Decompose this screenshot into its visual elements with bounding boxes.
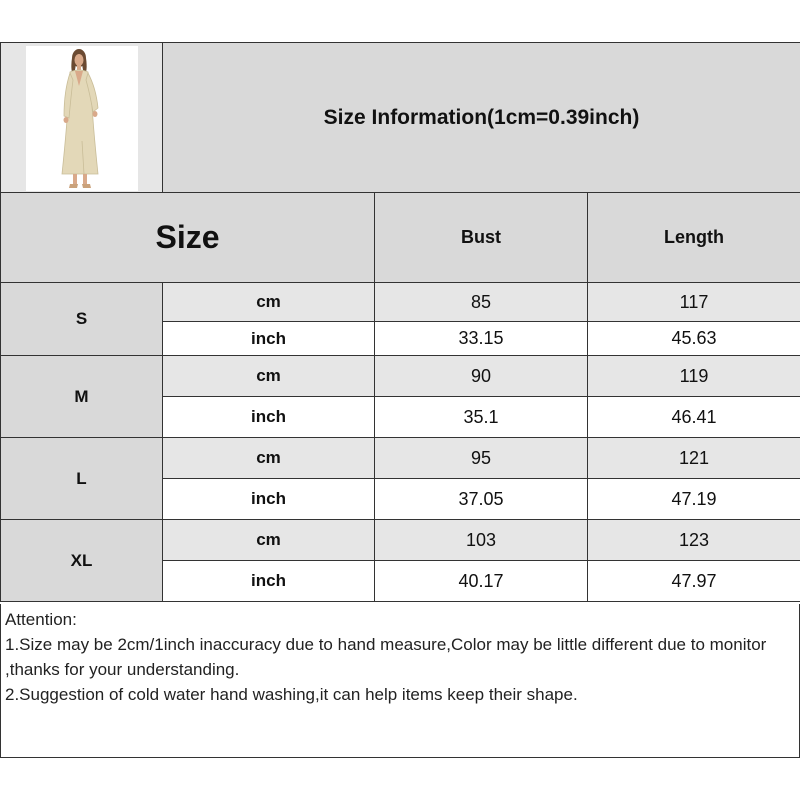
length-value: 117 — [679, 291, 709, 312]
title-cell — [163, 43, 800, 193]
length-value: 119 — [679, 365, 709, 386]
table-row — [1, 520, 800, 561]
unit-label: cm — [256, 292, 281, 311]
value-cell — [588, 561, 800, 602]
length-value: 123 — [678, 529, 710, 550]
unit-label: inch — [251, 571, 286, 590]
length-value: 46.41 — [671, 406, 717, 427]
page-title: Size Information(1cm=0.39inch) — [323, 105, 640, 129]
value-cell — [375, 283, 588, 322]
product-photo — [26, 46, 138, 191]
product-photo-cell — [1, 43, 163, 193]
unit-label: cm — [256, 448, 281, 467]
column-header-bust — [375, 193, 588, 283]
length-value: 121 — [678, 447, 710, 468]
attention-notes — [0, 604, 800, 758]
size-label: M — [74, 386, 89, 406]
table-row — [1, 438, 800, 479]
bust-value: 35.1 — [463, 406, 499, 427]
size-label-cell — [1, 356, 163, 438]
value-cell — [375, 479, 588, 520]
unit-label: cm — [256, 366, 281, 385]
table-row — [1, 283, 800, 322]
bust-value: 90 — [470, 365, 492, 386]
value-cell — [588, 520, 800, 561]
value-cell — [588, 322, 800, 356]
value-cell — [588, 283, 800, 322]
size-label: L — [76, 468, 87, 488]
unit-cell — [163, 561, 375, 602]
value-cell — [375, 520, 588, 561]
length-value: 47.19 — [671, 488, 717, 509]
unit-cell — [163, 479, 375, 520]
attention-note-2: 2.Suggestion of cold water hand washing,it can help items keep their shape. — [5, 685, 578, 704]
bust-value: 85 — [470, 291, 492, 312]
size-label-cell — [1, 520, 163, 602]
size-label: XL — [70, 550, 93, 570]
size-header: Size — [155, 219, 220, 255]
attention-heading: Attention: — [5, 610, 77, 629]
value-cell — [375, 322, 588, 356]
size-label-cell — [1, 283, 163, 356]
unit-cell — [163, 438, 375, 479]
unit-label: cm — [256, 530, 281, 549]
length-value: 45.63 — [671, 328, 717, 348]
table-row — [1, 356, 800, 397]
unit-label: inch — [251, 407, 286, 426]
value-cell — [375, 561, 588, 602]
value-cell — [375, 356, 588, 397]
column-header-label: Length — [664, 227, 725, 247]
bust-value: 95 — [470, 447, 492, 468]
value-cell — [588, 438, 800, 479]
value-cell — [375, 438, 588, 479]
bust-value: 40.17 — [458, 570, 504, 591]
bust-value: 37.05 — [458, 488, 504, 509]
length-value: 47.97 — [671, 570, 717, 591]
unit-cell — [163, 322, 375, 356]
unit-cell — [163, 283, 375, 322]
value-cell — [588, 479, 800, 520]
value-cell — [588, 356, 800, 397]
unit-label: inch — [251, 328, 286, 348]
unit-cell — [163, 520, 375, 561]
bust-value: 33.15 — [458, 328, 504, 348]
size-label-cell — [1, 438, 163, 520]
size-header-cell — [1, 193, 375, 283]
column-header-length — [588, 193, 800, 283]
unit-cell — [163, 356, 375, 397]
unit-label: inch — [251, 489, 286, 508]
size-chart-table — [0, 42, 800, 602]
model-dress-icon — [26, 46, 138, 191]
attention-note-1: 1.Size may be 2cm/1inch inaccuracy due to hand measure,Color may be little different due to monitor ,thanks for your understanding. — [5, 635, 767, 679]
column-header-label: Bust — [461, 227, 501, 247]
value-cell — [588, 397, 800, 438]
size-label: S — [75, 309, 88, 328]
bust-value: 103 — [465, 529, 497, 550]
value-cell — [375, 397, 588, 438]
unit-cell — [163, 397, 375, 438]
